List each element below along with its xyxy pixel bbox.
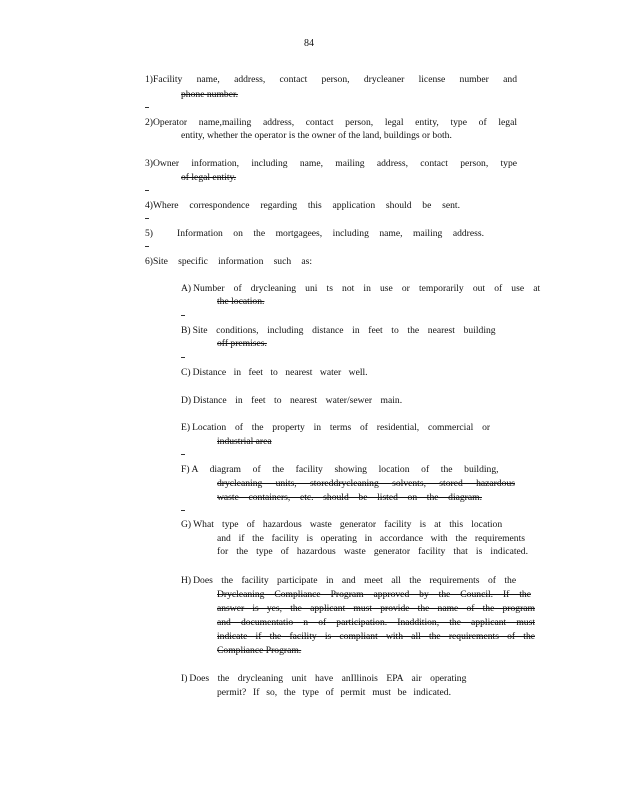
sub-e-line-2: industrial area (217, 436, 272, 447)
item-3-line-2: of legal entity. (181, 172, 237, 183)
item-1-number: 1) (145, 74, 153, 85)
item-1-line-1: 1)Facility name, address, contact person, drycleaner license number and (145, 74, 517, 85)
sub-g-line-3: for the type of hazardous waste generator facility that is indicated. (217, 546, 528, 557)
sub-g-line-2: and if the facility is operating in accordance with the requirements (217, 533, 525, 544)
item-3-line-1: 3)Owner information, including name, mailing address, contact person, type (145, 158, 517, 169)
separator-dash (181, 510, 185, 511)
sub-g-line-1: G) What type of hazardous waste generator facility is at this location (181, 519, 503, 530)
sub-h-line-4: and documentatio n of participation. Inaddition, the applicant must (217, 617, 535, 628)
item-4-line-1: 4)Where correspondence regarding this application should be sent. (145, 200, 460, 211)
sub-f-line-2: drycleaning units, storeddrycleaning solvents, stored hazardous (217, 478, 515, 489)
sub-f-line-1: F) A diagram of the facility showing location of the building, (181, 464, 499, 475)
sub-a-line-2: the location. (217, 296, 265, 307)
item-6-line-1: 6)Site specific information such as: (145, 256, 312, 267)
sub-i-line-1: I) Does the drycleaning unit have anIllinois EPA air operating (181, 673, 467, 684)
item-5-line-1: 5) Information on the mortgagees, including name, mailing address. (145, 228, 484, 239)
separator-dash (145, 218, 149, 219)
sub-a-line-1: A) Number of drycleaning uni ts not in use or temporarily out of use at (181, 283, 541, 294)
sub-i-line-2: permit? If so, the type of permit must be indicated. (217, 687, 451, 698)
page-number: 84 (304, 38, 314, 49)
sub-h-line-6: Compliance Program. (217, 645, 302, 656)
item-2-line-2: entity, whether the operator is the owner of the land, buildings or both. (181, 130, 452, 141)
separator-dash (181, 454, 185, 455)
separator-dash (145, 190, 149, 191)
separator-dash (181, 315, 185, 316)
sub-b-line-1: B) Site conditions, including distance in feet to the nearest building (181, 325, 496, 336)
sub-h-line-5: indicate if the facility is compliant with all the requirements of the (217, 631, 535, 642)
separator-dash (181, 357, 185, 358)
separator-dash (145, 107, 149, 108)
sub-h-line-3: answer is yes, the applicant must provide the name of the program (217, 603, 535, 614)
sub-e-line-1: E) Location of the property in terms of residential, commercial or (181, 422, 491, 433)
item-1-line-2: phone number. (181, 89, 239, 100)
separator-dash (145, 246, 149, 247)
sub-d-line-1: D) Distance in feet to nearest water/sewer main. (181, 395, 403, 406)
sub-h-line-2: Drycleaning Compliance Program approved by the Council. If the (217, 589, 531, 600)
sub-b-line-2: off premises. (217, 338, 267, 349)
sub-f-line-3: waste containers, etc. should be listed on the diagram. (217, 492, 482, 503)
sub-c-line-1: C) Distance in feet to nearest water well. (181, 367, 368, 378)
item-2-line-1: 2)Operator name,mailing address, contact person, legal entity, type of legal (145, 117, 517, 128)
sub-h-line-1: H) Does the facility participate in and meet all the requirements of the (181, 575, 517, 586)
